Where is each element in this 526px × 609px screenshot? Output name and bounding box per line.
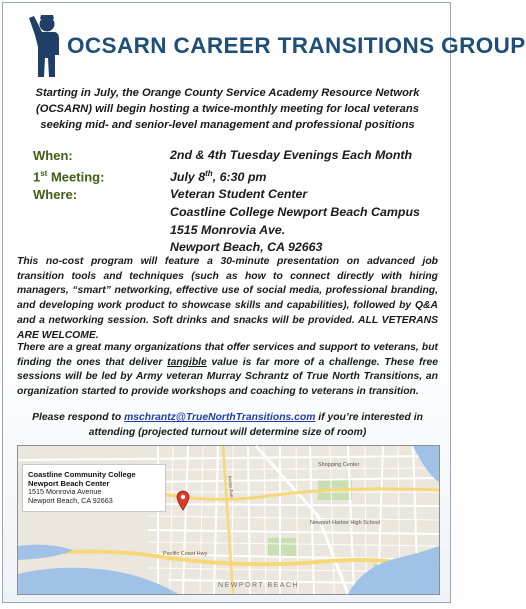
program-paragraph: This no-cost program will feature a 30-minute presentation on advanced job transition tools and techniques (such as how to connect directly with hiring managers, “smart” networking, effective use of social media, professional branding, and developing work product to showcase skills and capabilities), followed by Q&A and a networking session. Soft drinks and snacks will be provided. ALL VETERANS ARE WELCOME. xyxy=(17,256,438,341)
when-label: When: xyxy=(33,148,73,163)
map-address-line: Newport Beach Center xyxy=(28,478,110,488)
map-label: Shopping Center xyxy=(318,462,360,468)
respond-paragraph: Please respond to mschrantz@TrueNorthTransitions.com if you’re interested in attending (projected turnout will determine size of room) xyxy=(32,412,423,438)
organizations-paragraph: There are a great many organizations that offer services and support to veterans, but finding the ones that deliver tangible value is far more of a challenge. These free sessions will be led by Army veteran Murray Schrantz of True North Transitions, an organization started to provide workshops and coaching to veterans in transition. xyxy=(17,342,438,398)
flyer-page xyxy=(2,2,526,603)
map-address-line: 1515 Monrovia Avenue xyxy=(28,487,102,497)
first-meeting-label: 1st Meeting: xyxy=(33,168,105,184)
meeting-details xyxy=(33,147,433,257)
intro-paragraph: Starting in July, the Orange County Service Academy Resource Network (OCSARN) will begin hosting a twice-monthly meeting for local veterans seeking mid- and senior-level management and professional positions xyxy=(35,87,420,131)
map-label: Irvine Ave xyxy=(226,475,235,498)
where-line: Veteran Student Center xyxy=(170,187,308,202)
map-label: NEWPORT BEACH xyxy=(218,582,300,589)
emphasis-tangible: tangible xyxy=(167,356,207,368)
where-row xyxy=(33,186,433,256)
map-label: Pacific Coast Hwy xyxy=(163,551,208,557)
map-address-box xyxy=(22,464,166,512)
when-row xyxy=(33,147,433,165)
where-label: Where: xyxy=(33,187,78,203)
where-value xyxy=(170,186,433,256)
page-title: OCSARN CAREER TRANSITIONS GROUP xyxy=(67,33,526,58)
location-map[interactable] xyxy=(17,445,440,595)
email-link[interactable]: mschrantz@TrueNorthTransitions.com xyxy=(124,412,316,423)
where-line: 1515 Monrovia Ave. xyxy=(170,222,286,237)
saluting-veteran-icon xyxy=(21,11,71,81)
where-line: Coastline College Newport Beach Campus xyxy=(170,204,420,219)
first-meeting-row xyxy=(33,165,433,187)
where-line: Newport Beach, CA 92663 xyxy=(170,240,323,255)
map-label: Newport Harbor High School xyxy=(310,520,381,526)
first-meeting-value: July 8th, 6:30 pm xyxy=(170,168,267,184)
header xyxy=(3,3,526,83)
when-value: 2nd & 4th Tuesday Evenings Each Month xyxy=(170,148,413,162)
map-address-line: Coastline Community College xyxy=(28,470,136,479)
map-address-line: Newport Beach, CA 92663 xyxy=(28,495,113,505)
